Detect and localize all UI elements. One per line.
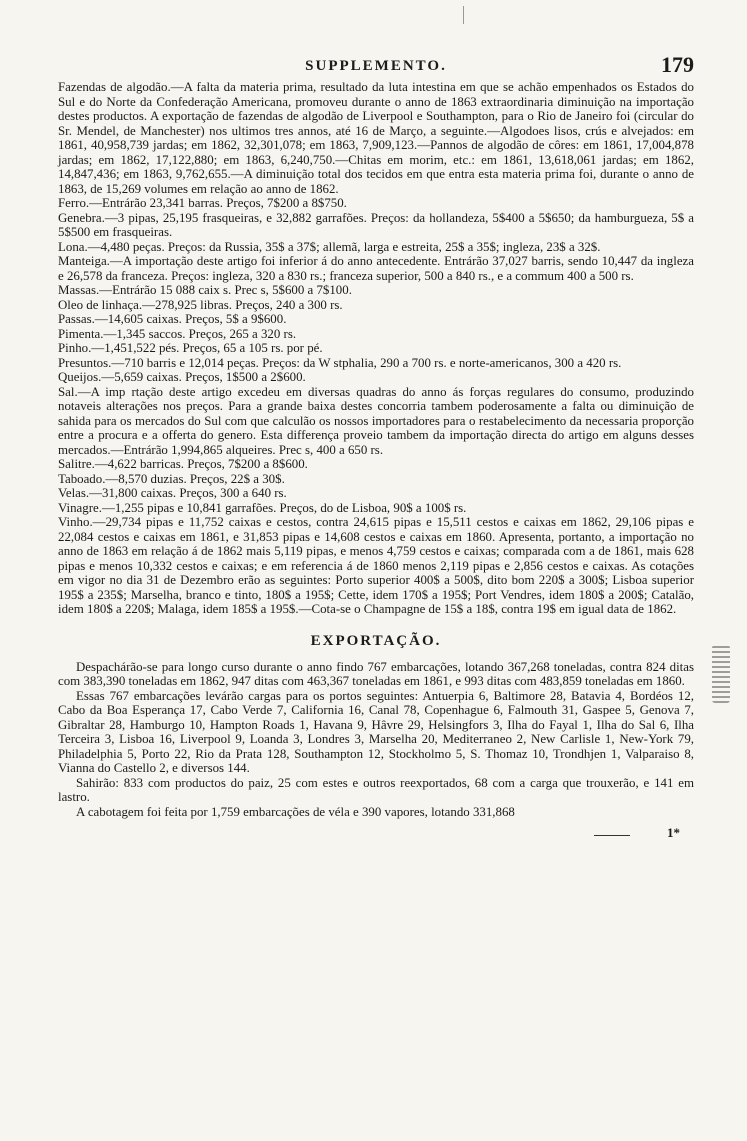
entry-lona: Lona.—4,480 peças. Preços: da Russia, 35$ a 37$; allemã, larga e estreita, 25$ a 35$; ingleza, 23$ a 32$. — [58, 239, 601, 254]
section-title-exportacao: EXPORTAÇÃO. — [310, 632, 442, 649]
entry-vinho: Vinho.—29,734 pipas e 11,752 caixas e cestos, contra 24,615 pipas e 15,511 cestos e caixas em 1862, 29,106 pipas e 22,084 cestos e caixas em 1861, e 31,853 pipas e 14,608 cestos e caixas em 1860. Apresenta, portanto, a importação no anno de 1863 em relação á de 1862 mais 5,119 pipas, e menos 4,759 cestos e caixas; comparada com a de 1861, mais 628 pipas e menos 10,332 cestos e caixas; e em referencia á de 1860 menos 2,119 pipas e 2,856 cestos e caixas. As cotações em vigor no dia 31 de Dezembro erão as seguintes: Porto superior 400$ a 500$, dito bom 220$ a 300$; Lisboa superior 195$ a 235$; Marselha, branco e tinto, 180$ a 195$; Cette, idem 170$ a 195$; Port Vendres, idem 180$ a 200$; Catalão, idem 180$ a 220$; Malaga, idem 185$ a 195$.—Cota-se o Champagne de 15$ a 18$, contra 19$ em igual data de 1862. — [58, 515, 694, 616]
exportacao-section — [58, 660, 694, 820]
entry-massas: Massas.—Entrárão 15 088 caix s. Prec s, 5$600 a 7$100. — [58, 283, 352, 297]
footer-rule — [594, 835, 630, 836]
page-number: 179 — [661, 52, 694, 77]
entry-oleo-linhaca: Oleo de linhaça.—278,925 libras. Preços, 240 a 300 rs. — [58, 297, 343, 312]
commodity-entries — [58, 80, 694, 617]
top-margin-tick — [463, 6, 464, 24]
entry-pinho: Pinho.—1,451,522 pés. Preços, 65 a 105 rs. por pé. — [58, 341, 323, 355]
signature-mark: 1* — [667, 825, 680, 840]
entry-passas: Passas.—14,605 caixas. Preços, 5$ a 9$600. — [58, 312, 287, 326]
exportacao-paragraph: Sahirão: 833 com productos do paiz, 25 com estes e outros reexportados, 68 com a carga que trouxerão, e 141 em lastro. — [58, 775, 694, 804]
exportacao-paragraph: Essas 767 embarcações levárão cargas para os portos seguintes: Antuerpia 6, Baltimore 28, Batavia 4, Bordéos 12, Cabo da Boa Esperança 17, Cabo Verde 7, California 16, Canal 78, Copenhague 6, Falmouth 31, Gaspee 5, Genova 7, Gibraltar 28, Hamburgo 10, Hampton Roads 1, Havana 9, Hâvre 29, Helsingfors 3, Ilha do Fayal 1, Ilha do Sal 6, Ilha Terceira 3, Lisboa 16, Liverpool 9, Loanda 3, Londres 3, Marselha 20, Mediterraneo 2, New Carlisle 1, New-York 79, Philadelphia 5, Porto 22, Rio da Prata 128, Southampton 12, Stockholmo 5, S. Thomaz 10, Trondhjen 1, Valparaiso 8, Vianna do Castello 2, e diversos 144. — [58, 688, 694, 775]
entry-fazendas-algodao: Fazendas de algodão.—A falta da materia prima, resultado da luta intestina em que se achão empenhados os Estados do Sul e do Norte da Confederação Americana, promoveu durante o anno de 1863 extraordinaria diminuição na importação destes productos. A exportação de fazendas de algodão de Liverpool e Southampton, para o Rio de Janeiro foi (circular do Sr. Mendel, de Manchester) nos ultimos tres annos, até 16 de Março, a seguinte.—Algodoes lisos, crús e alvejados: em 1861, 40,958,739 jardas; em 1862, 32,301,078; em 1863, 7,909,123.—Pannos de algodão de côres: em 1861, 17,004,878 jardas; em 1862, 17,122,880; em 1863, 6,240,750.—Chitas em morim, etc.: em 1861, 13,618,061 jardas; em 1862, 14,847,436; em 1863, 9,762,655.—A diminuição total dos tecidos em que entra esta materia prima foi, durante o anno de 1863, de 15,269 volumes em relação ao anno de 1862. — [58, 80, 694, 196]
entry-velas: Velas.—31,800 caixas. Preços, 300 a 640 rs. — [58, 486, 287, 500]
entry-sal: Sal.—A imp rtação deste artigo excedeu em diversas quadras do anno ás forças regulares do consumo, produzindo notaveis alterações nos preços. Para a grande baixa destes concorria tambem poderosamente a falta ou diminuição de sahida para os mercados do Sul com que calculão os nossos importadores para o restabelecimento da necessaria proporção entre a procura e a offerta do genero. Esta differença proveio tambem da importação directa do artigo em alguns desses mercados.—Entrárão 1,994,865 alqueires. Prec s, 400 a 650 rs. — [58, 384, 694, 457]
running-title: SUPPLEMENTO. — [305, 58, 447, 74]
entry-presuntos: Presuntos.—710 barris e 12,014 peças. Preços: da W stphalia, 290 a 700 rs. e norte-americanos, 300 a 420 rs. — [58, 355, 622, 370]
entry-manteiga: Manteiga.—A importação deste artigo foi inferior á do anno antecedente. Entrárão 37,027 barris, sendo 10,447 da ingleza e 26,578 da franceza. Preços: ingleza, 320 a 830 rs.; franceza superior, 500 a 840 rs., e a commum 400 a 500 rs. — [58, 254, 694, 283]
entry-taboado: Taboado.—8,570 duzias. Preços, 22$ a 30$. — [58, 471, 285, 486]
entry-ferro: Ferro.—Entrárão 23,341 barras. Preços, 7$200 a 8$750. — [58, 196, 347, 210]
document-page — [58, 52, 694, 845]
exportacao-paragraph: Despachárão-se para longo curso durante o anno findo 767 embarcações, lotando 367,268 toneladas, contra 824 ditas com 383,390 toneladas em 1862, 947 ditas com 463,367 toneladas em 1861, e 993 ditas com 483,859 toneladas em 1860. — [58, 659, 694, 688]
exportacao-paragraph: A cabotagem foi feita por 1,759 embarcações de véla e 390 vapores, lotando 331,868 — [76, 804, 515, 819]
margin-binding-mark — [712, 645, 730, 703]
entry-genebra: Genebra.—3 pipas, 25,195 frasqueiras, e 32,882 garrafões. Preços: da hollandeza, 5$400 a 5$650; da hamburgueza, 5$ a 5$500 em frasqueiras. — [58, 210, 694, 239]
page-footer — [58, 825, 694, 845]
entry-vinagre: Vinagre.—1,255 pipas e 10,841 garrafões. Preços, do de Lisboa, 90$ a 100$ rs. — [58, 500, 467, 515]
entry-queijos: Queijos.—5,659 caixas. Preços, 1$500 a 2$600. — [58, 370, 306, 384]
entry-pimenta: Pimenta.—1,345 saccos. Preços, 265 a 320 rs. — [58, 326, 297, 341]
running-head — [58, 52, 694, 76]
entry-salitre: Salitre.—4,622 barricas. Preços, 7$200 a 8$600. — [58, 457, 308, 471]
